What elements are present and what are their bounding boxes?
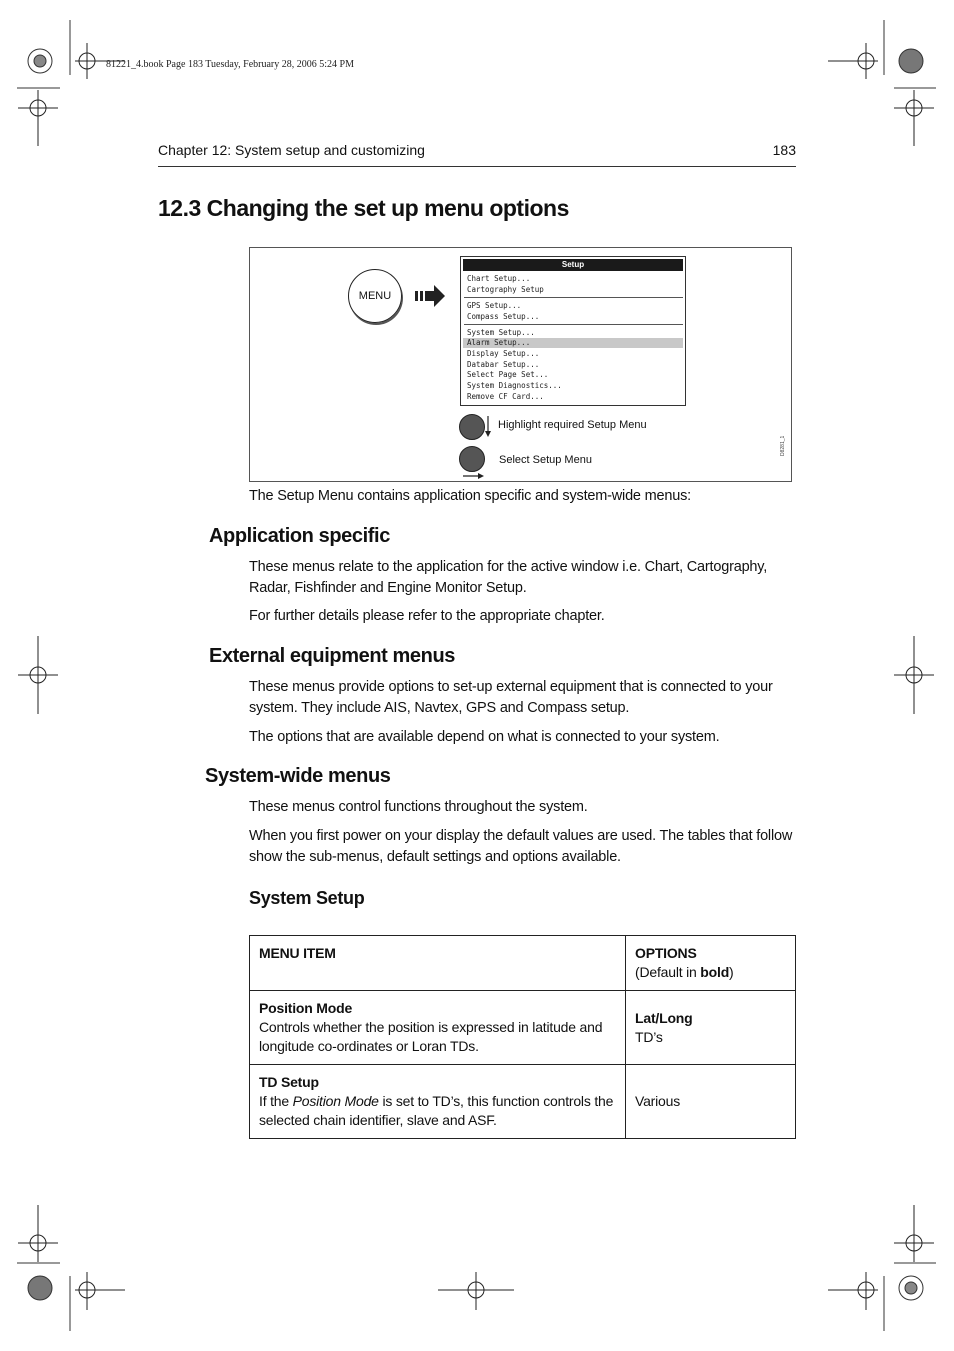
menu-item: Cartography Setup xyxy=(467,285,544,294)
trackpad-icon xyxy=(459,446,485,472)
table-row xyxy=(250,991,796,1065)
arrow-down-icon xyxy=(484,416,492,438)
menu-button: MENU xyxy=(348,269,402,323)
menu-item: Display Setup... xyxy=(467,349,540,358)
table-row xyxy=(250,1065,796,1139)
paragraph: The options that are available depend on what is connected to your system. xyxy=(249,729,720,745)
header-rule xyxy=(158,166,796,167)
menu-item: GPS Setup... xyxy=(467,301,522,310)
default-option: Lat/Long xyxy=(635,1009,693,1026)
trackpad-icon xyxy=(459,414,485,440)
section-title: 12.3 Changing the set up menu options xyxy=(158,195,569,221)
running-header: Chapter 12: System setup and customizing xyxy=(158,142,425,158)
book-meta: 81221_4.book Page 183 Tuesday, February 28, 2006 5:24 PM xyxy=(106,59,354,70)
menu-item: Select Page Set... xyxy=(467,370,549,379)
divider xyxy=(464,324,683,325)
screen-title: Setup xyxy=(463,259,683,271)
menu-item: Compass Setup... xyxy=(467,312,540,321)
heading-application: Application specific xyxy=(209,525,390,547)
setup-screen xyxy=(460,256,686,406)
option: Various xyxy=(635,1093,681,1109)
caption-select: Select Setup Menu xyxy=(499,454,592,466)
page-number: 183 xyxy=(772,142,796,158)
subheading-system-setup: System Setup xyxy=(249,888,365,908)
column-header: OPTIONS xyxy=(635,945,697,961)
paragraph: For further details please refer to the appropriate chapter. xyxy=(249,608,605,624)
setup-menu-figure xyxy=(249,247,792,482)
option: TD’s xyxy=(635,1028,663,1045)
paragraph: When you first power on your display the default values are used. The tables that follow show the sub-menus, default settings and options available. xyxy=(249,828,793,865)
divider xyxy=(464,297,683,298)
heading-system-wide: System-wide menus xyxy=(205,765,391,787)
arrow-right-small-icon xyxy=(463,472,485,480)
paragraph: These menus provide options to set-up external equipment that is connected to your system. They include AIS, Navtex, GPS and Compass setup. xyxy=(249,679,773,716)
menu-item: System Diagnostics... xyxy=(467,381,562,390)
heading-external: External equipment menus xyxy=(209,645,456,667)
arrow-right-icon xyxy=(415,284,447,308)
menu-item-desc: Controls whether the position is expressed in latitude and longitude co-ordinates or Loran TDs. xyxy=(259,1019,603,1054)
settings-table xyxy=(249,935,796,1139)
menu-item: System Setup... xyxy=(467,328,535,337)
intro-text: The Setup Menu contains application specific and system-wide menus: xyxy=(249,488,691,504)
menu-item-desc: If the Position Mode is set to TD’s, this function controls the selected chain identifier, slave and ASF. xyxy=(259,1093,614,1128)
paragraph: These menus relate to the application for the active window i.e. Chart, Cartography, Radar, Fishfinder and Engine Monitor Setup. xyxy=(249,559,768,596)
menu-item: Databar Setup... xyxy=(467,360,540,369)
menu-item-highlighted: Alarm Setup... xyxy=(463,338,683,348)
menu-item-name: TD Setup xyxy=(259,1074,319,1090)
menu-item: Remove CF Card... xyxy=(467,392,544,401)
menu-item-name: Position Mode xyxy=(259,1000,353,1016)
caption-highlight: Highlight required Setup Menu xyxy=(498,419,647,431)
figure-id: D8281_1 xyxy=(780,435,786,456)
table-header-row: MENU ITEM OPTIONS (Default in bold) xyxy=(250,936,796,991)
column-header: MENU ITEM xyxy=(259,945,336,961)
paragraph: These menus control functions throughout the system. xyxy=(249,799,588,815)
menu-item: Chart Setup... xyxy=(467,274,531,283)
